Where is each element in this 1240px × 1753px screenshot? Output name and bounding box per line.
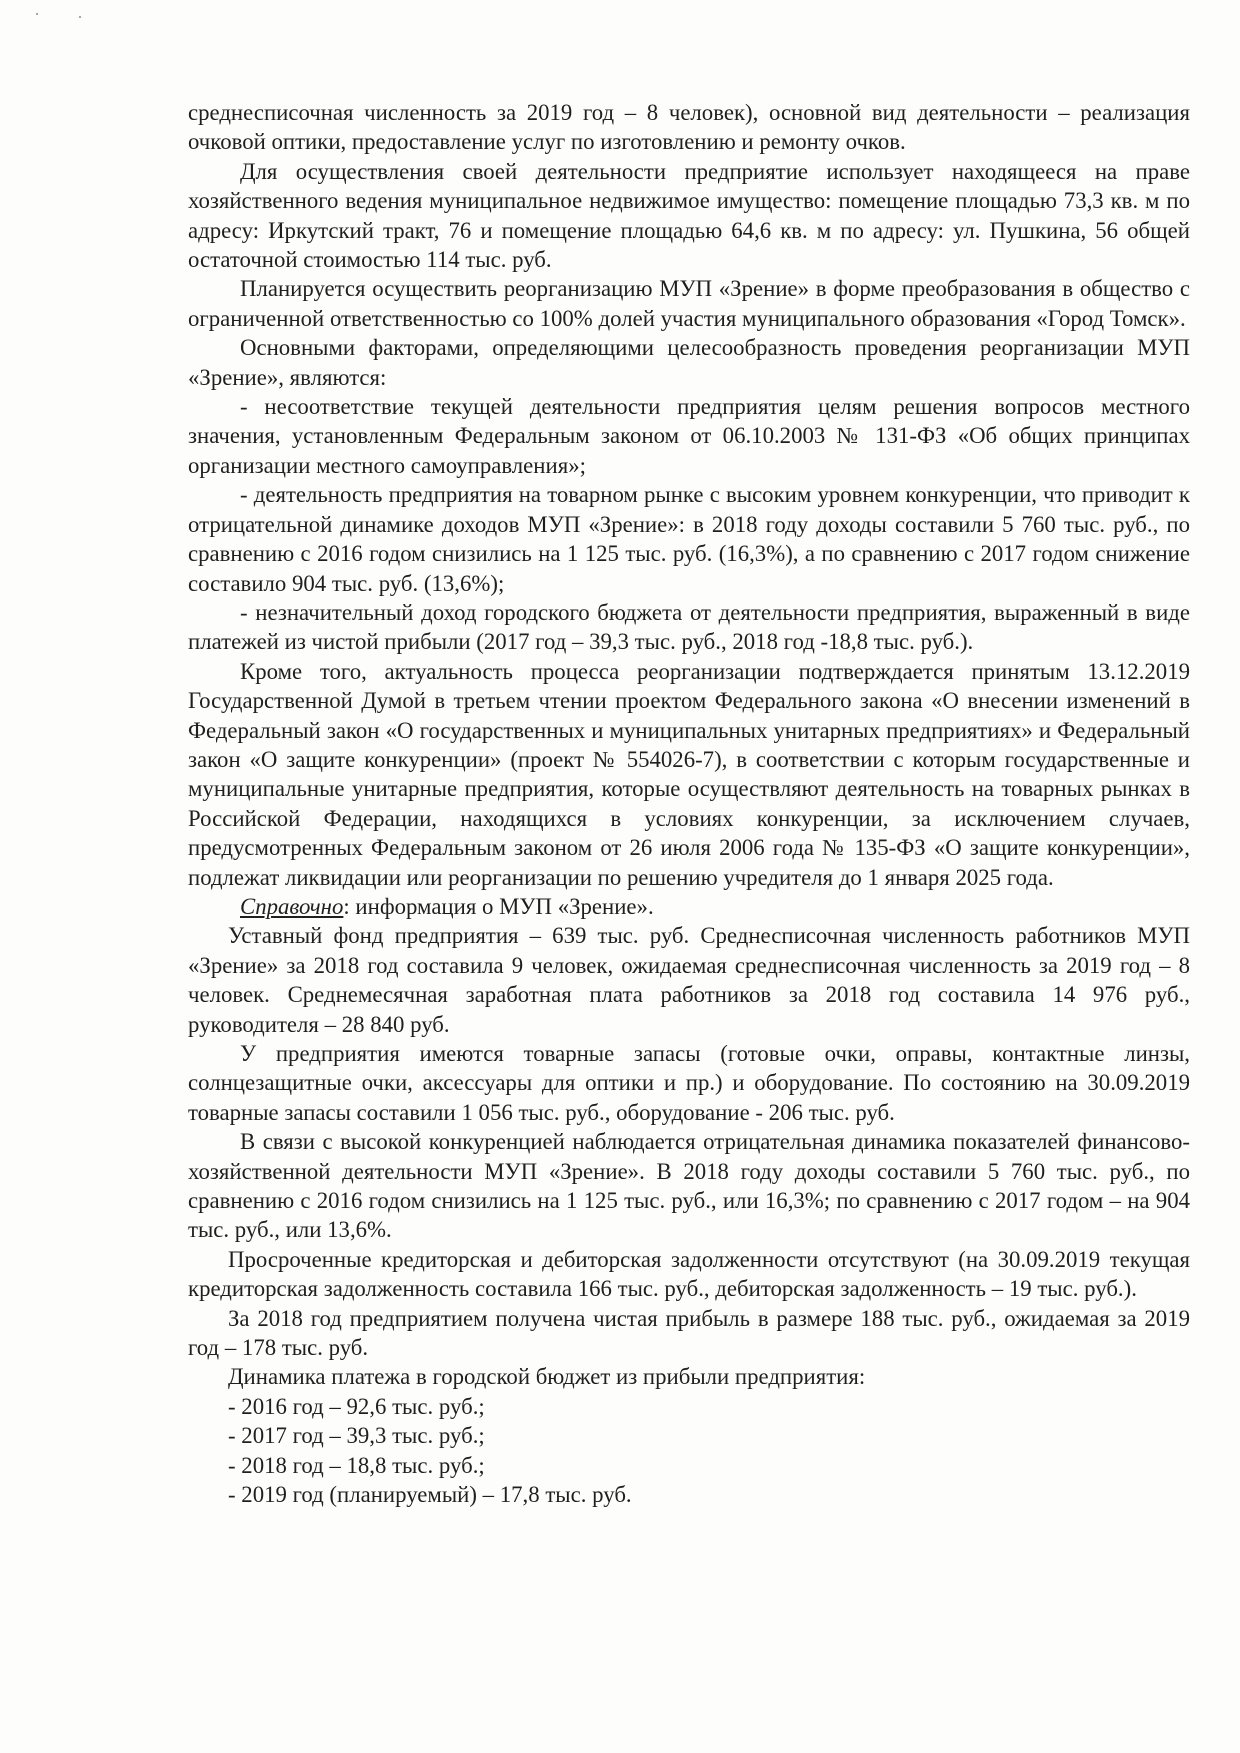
body-paragraph: - незначительный доход городского бюджета от деятельности предприятия, выраженный в виде платежей из чистой прибыли (2017 год – 39,3 тыс. руб., 2018 год -18,8 тыс. руб.). xyxy=(188,599,1190,655)
body-paragraph: Кроме того, актуальность процесса реорганизации подтверждается принятым 13.12.2019 Государственной Думой в третьем чтении проектом Федерального закона «О внесении изменений в Федеральный закон «О государственных и муниципальных унитарных предприятиях» и Федеральный закон «О защите конкуренции» (проект № 554026-7), в соответствии с которым государственные и муниципальные унитарные предприятия, которые осуществляют деятельность на товарных рынках в Российской Федерации, находящихся в условиях конкуренции, за исключением случаев, предусмотренных Федеральным законом от 26 июля 2006 года № 135-ФЗ «О защите конкуренции», подлежат ликвидации или реорганизации по решению учредителя до 1 января 2025 года. xyxy=(188,658,1190,890)
payment-list-item: - 2018 год – 18,8 тыс. руб.; xyxy=(228,1452,485,1478)
info-paragraph: Уставный фонд предприятия – 639 тыс. руб. Среднесписочная численность работников МУП «Зрение» за 2018 год составила 9 человек, ожидаемая среднесписочная численность за 2019 год – 8 человек. Среднемесячная заработная плата работников за 2018 год составила 14 976 руб., руководителя – 28 840 руб. xyxy=(188,923,1190,1037)
payment-list-item: - 2017 год – 39,3 тыс. руб.; xyxy=(228,1423,485,1449)
body-paragraph: Планируется осуществить реорганизацию МУП «Зрение» в форме преобразования в общество с ограниченной ответственностью со 100% долей участия муниципального образования «Город Томск». xyxy=(188,276,1190,331)
info-paragraph: Динамика платежа в городской бюджет из прибыли предприятия: xyxy=(228,1364,866,1390)
reference-label: Справочно xyxy=(240,893,344,919)
body-paragraph: Основными факторами, определяющими целесообразность проведения реорганизации МУП «Зрение», являются: xyxy=(188,335,1190,390)
info-paragraph: Просроченные кредиторская и дебиторская задолженности отсутствуют (на 30.09.2019 текущая кредиторская задолженность составила 166 тыс. руб., дебиторская задолженность – 19 тыс. руб.). xyxy=(188,1246,1190,1302)
info-paragraph: В связи с высокой конкуренцией наблюдается отрицательная динамика показателей финансово-хозяйственной деятельности МУП «Зрение». В 2018 году доходы составили 5 760 тыс. руб., по сравнению с 2016 годом снизились на 1 125 тыс. руб., или 16,3%; по сравнению с 2017 годом – на 904 тыс. руб., или 13,6%. xyxy=(188,1129,1190,1243)
info-paragraph: За 2018 год предприятием получена чистая прибыль в размере 188 тыс. руб., ожидаемая за 2019 год – 178 тыс. руб. xyxy=(188,1305,1190,1361)
document-body xyxy=(188,98,1190,1510)
scan-speck xyxy=(79,16,81,18)
reference-heading xyxy=(188,892,1190,921)
body-paragraph: среднесписочная численность за 2019 год – 8 человек), основной вид деятельности – реализация очковой оптики, предоставление услуг по изготовлению и ремонту очков. xyxy=(188,100,1190,155)
body-paragraph: - деятельность предприятия на товарном рынке с высоким уровнем конкуренции, что приводит к отрицательной динамике доходов МУП «Зрение»: в 2018 году доходы составили 5 760 тыс. руб., по сравнению с 2016 годом снизились на 1 125 тыс. руб. (16,3%), а по сравнению с 2017 годом снижение составило 904 тыс. руб. (13,6%); xyxy=(188,482,1190,596)
body-paragraph: Для осуществления своей деятельности предприятие использует находящееся на праве хозяйственного ведения муниципальное недвижимое имущество: помещение площадью 73,3 кв. м по адресу: Иркутский тракт, 76 и помещение площадью 64,6 кв. м по адресу: ул. Пушкина, 56 общей остаточной стоимостью 114 тыс. руб. xyxy=(188,158,1190,273)
payment-list-item: - 2016 год – 92,6 тыс. руб.; xyxy=(228,1393,485,1419)
payment-list-item: - 2019 год (планируемый) – 17,8 тыс. руб. xyxy=(228,1482,632,1508)
scan-speck xyxy=(36,13,38,15)
body-paragraph: - несоответствие текущей деятельности предприятия целям решения вопросов местного значения, установленным Федеральным законом от 06.10.2003 № 131-ФЗ «Об общих принципах организации местного самоуправления»; xyxy=(188,394,1190,478)
info-paragraph: У предприятия имеются товарные запасы (готовые очки, оправы, контактные линзы, солнцезащитные очки, аксессуары для оптики и пр.) и оборудование. По состоянию на 30.09.2019 товарные запасы составили 1 056 тыс. руб., оборудование - 206 тыс. руб. xyxy=(188,1041,1190,1125)
reference-text: : информация о МУП «Зрение». xyxy=(343,893,654,919)
